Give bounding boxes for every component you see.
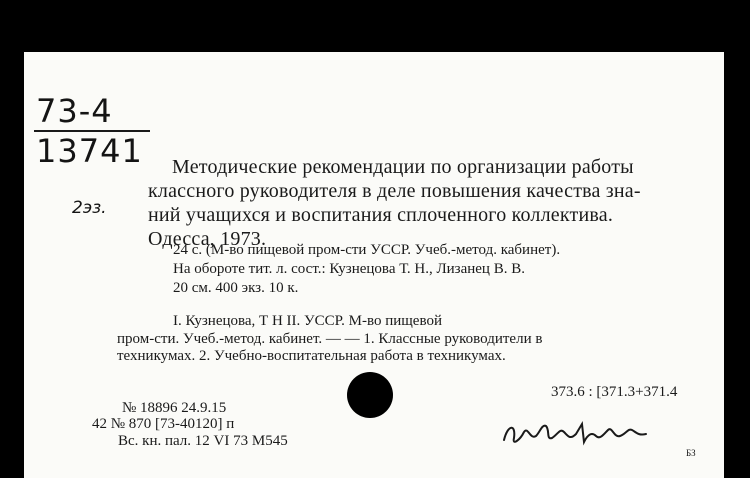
collation-line: 20 см. 400 экз. 10 к.: [173, 280, 299, 296]
collation-line: На обороте тит. л. сост.: Кузнецова Т. Н., Лизанец В. В.: [173, 261, 525, 277]
call-number-bottom: 13741: [36, 132, 143, 170]
corner-mark: БЗ: [686, 448, 696, 458]
accession-line: Вс. кн. пал. 12 VI 73 М545: [118, 433, 288, 449]
copies-note: 2эз.: [72, 198, 107, 218]
handwritten-signature: [500, 410, 650, 450]
title-line: ний учащихся и воспитания сплоченного коллектива.: [148, 204, 614, 226]
collation-line: 24 с. (М-во пищевой пром-сти УССР. Учеб.-метод. кабинет).: [173, 242, 561, 258]
accession-line: 42 № 870 [73-40120] п: [92, 416, 235, 432]
title-line: Методические рекомендации по организации работы: [172, 156, 634, 178]
title-line: классного руководителя в деле повышения качества зна-: [148, 180, 641, 202]
tracing-line: пром-сти. Учеб.-метод. кабинет. — — 1. Классные руководители в: [117, 331, 543, 347]
accession-line: № 18896 24.9.15: [122, 400, 227, 416]
punch-hole: [347, 372, 393, 418]
tracing-line: техникумах. 2. Учебно-воспитательная работа в техникумах.: [117, 348, 506, 364]
call-number-top: 73-4: [36, 92, 113, 130]
tracing-line: I. Кузнецова, Т Н II. УССР. М-во пищевой: [173, 313, 442, 329]
classification-number: 373.6 : [371.3+371.4: [551, 384, 678, 400]
title-line: Одесса, 1973.: [148, 228, 267, 250]
